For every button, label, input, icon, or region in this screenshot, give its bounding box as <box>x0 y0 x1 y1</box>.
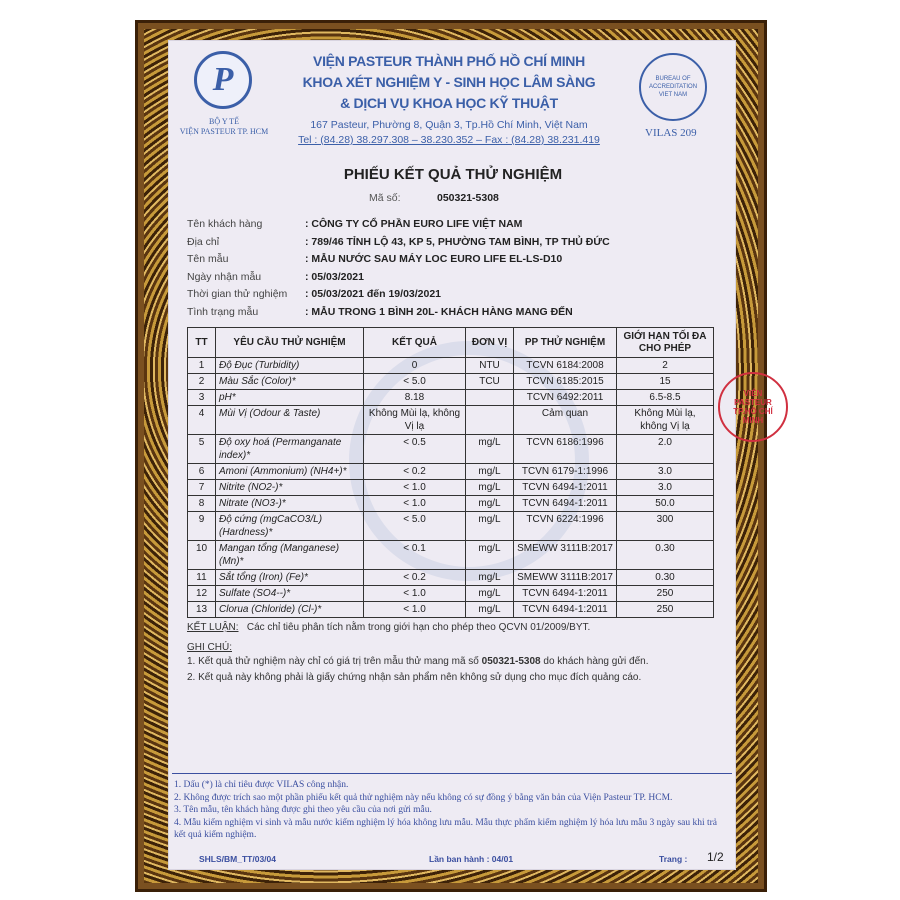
table-cell: 250 <box>617 586 714 602</box>
table-cell: TCVN 6186:1996 <box>514 435 617 464</box>
column-header: GIỚI HẠN TỐI ĐA CHO PHÉP <box>617 328 714 358</box>
table-cell: 1 <box>188 358 216 374</box>
table-cell: pH* <box>216 390 364 406</box>
info-value: : 05/03/2021 đến 19/03/2021 <box>305 288 442 300</box>
footer-note: 1. Dấu (*) là chỉ tiêu được VILAS công nhận. <box>174 780 349 790</box>
table-row <box>188 374 714 390</box>
table-cell: SMEWW 3111B:2017 <box>514 570 617 586</box>
info-label: Tình trạng mẫu <box>187 305 259 318</box>
column-header: YÊU CẦU THỬ NGHIỆM <box>216 328 364 358</box>
table-row <box>188 406 714 435</box>
table-cell: 7 <box>188 480 216 496</box>
phone: Tel : (84.28) 38.297.308 – 38.230.352 – Fax : (84.28) 38.231.419 <box>298 134 600 146</box>
footer-note: 3. Tên mẫu, tên khách hàng được ghi theo yêu cầu của nơi gửi mẫu. <box>174 805 432 815</box>
table-cell: < 0.1 <box>364 541 466 570</box>
table-row <box>188 496 714 512</box>
info-label: Ngày nhận mẫu <box>187 270 262 283</box>
table-cell: 0 <box>364 358 466 374</box>
column-header: TT <box>188 328 216 358</box>
divider <box>172 773 732 774</box>
column-header: PP THỬ NGHIỆM <box>514 328 617 358</box>
table-cell: TCVN 6184:2008 <box>514 358 617 374</box>
table-cell: mg/L <box>466 435 514 464</box>
column-header: KẾT QUẢ <box>364 328 466 358</box>
table-cell: 300 <box>617 512 714 541</box>
table-row <box>188 390 714 406</box>
table-cell: 10 <box>188 541 216 570</box>
info-value: : 789/46 TỈNH LỘ 43, KP 5, PHƯỜNG TAM BÌNH, TP THỦ ĐỨC <box>305 235 610 248</box>
table-cell: 250 <box>617 602 714 618</box>
pasteur-logo: P <box>194 51 252 109</box>
table-cell: TCU <box>466 374 514 390</box>
logo-caption: VIỆN PASTEUR TP. HCM <box>179 127 269 136</box>
table-cell: Mangan tổng (Manganese) (Mn)* <box>216 541 364 570</box>
results-table <box>187 327 714 618</box>
table-cell: TCVN 6179-1:1996 <box>514 464 617 480</box>
table-cell: 8.18 <box>364 390 466 406</box>
table-row <box>188 586 714 602</box>
info-value: : MẪU TRONG 1 BÌNH 20L- KHÁCH HÀNG MANG ĐẾN <box>305 305 573 318</box>
table-cell: TCVN 6494-1:2011 <box>514 602 617 618</box>
table-cell: < 0.2 <box>364 570 466 586</box>
logo-caption: BỘ Y TẾ <box>209 117 239 126</box>
table-cell: 0.30 <box>617 541 714 570</box>
note-code: 050321-5308 <box>481 656 541 667</box>
table-cell: TCVN 6494-1:2011 <box>514 586 617 602</box>
table-row <box>188 358 714 374</box>
table-cell: 5 <box>188 435 216 464</box>
table-cell: TCVN 6224:1996 <box>514 512 617 541</box>
page-number: 1/2 <box>707 850 724 864</box>
table-cell: Mùi Vị (Odour & Taste) <box>216 406 364 435</box>
table-cell <box>466 390 514 406</box>
table-row <box>188 541 714 570</box>
page-title: PHIẾU KẾT QUẢ THỬ NGHIỆM <box>343 166 563 183</box>
table-cell: mg/L <box>466 586 514 602</box>
table-cell: 0.30 <box>617 570 714 586</box>
department-name: & DỊCH VỤ KHOA HỌC KỸ THUẬT <box>340 95 558 111</box>
table-row <box>188 570 714 586</box>
table-cell: TCVN 6494-1:2011 <box>514 496 617 512</box>
info-label: Tên khách hàng <box>187 218 263 230</box>
table-cell: Không Mùi lạ, không Vị lạ <box>617 406 714 435</box>
table-row <box>188 464 714 480</box>
table-cell: < 5.0 <box>364 374 466 390</box>
table-cell: 6 <box>188 464 216 480</box>
footer-note: 2. Không được trích sao một phần phiếu kết quả thử nghiệm này nếu không có sự đồng ý bằng văn bản của Viện Pasteur TP. HCM. <box>174 792 673 803</box>
conclusion-text: Các chỉ tiêu phân tích nằm trong giới hạn cho phép theo QCVN 01/2009/BYT. <box>246 622 591 633</box>
table-row <box>188 512 714 541</box>
table-cell: Độ oxy hoá (Permanganate index)* <box>216 435 364 464</box>
table-cell: 2 <box>617 358 714 374</box>
form-code: SHLS/BM_TT/03/04 <box>199 854 276 864</box>
table-cell: < 5.0 <box>364 512 466 541</box>
table-cell: TCVN 6494-1:2011 <box>514 480 617 496</box>
table-cell: 2.0 <box>617 435 714 464</box>
address: 167 Pasteur, Phường 8, Quận 3, Tp.Hồ Chí Minh, Việt Nam <box>310 119 588 131</box>
table-cell: 8 <box>188 496 216 512</box>
table-cell: NTU <box>466 358 514 374</box>
table-cell: Độ cứng (mgCaCO3/L) (Hardness)* <box>216 512 364 541</box>
table-cell: < 1.0 <box>364 586 466 602</box>
table-cell: 3.0 <box>617 480 714 496</box>
table-cell: 12 <box>188 586 216 602</box>
table-cell: mg/L <box>466 496 514 512</box>
test-report-document <box>168 40 736 870</box>
table-cell: < 1.0 <box>364 480 466 496</box>
note-2: 2. Kết quả này không phải là giấy chứng nhận sản phẩm nên không sử dụng cho mục đích quảng cáo. <box>187 672 642 683</box>
table-cell: SMEWW 3111B:2017 <box>514 541 617 570</box>
table-cell: 9 <box>188 512 216 541</box>
table-cell: 3.0 <box>617 464 714 480</box>
table-cell: TCVN 6492:2011 <box>514 390 617 406</box>
table-cell: Nitrite (NO2-)* <box>216 480 364 496</box>
table-cell: 4 <box>188 406 216 435</box>
code-label: Mã số: <box>369 192 401 204</box>
red-stamp: VIỆN PASTEUR TP.HỒ CHÍ MINH <box>718 372 788 442</box>
table-cell: mg/L <box>466 541 514 570</box>
table-cell: mg/L <box>466 512 514 541</box>
table-cell: Không Mùi lạ, không Vị lạ <box>364 406 466 435</box>
footer-note: 4. Mẫu kiểm nghiệm vi sinh và mẫu nước kiểm nghiệm lý hóa không lưu mẫu. Mẫu thực phẩm kiểm nghiệm lý hóa lưu mẫu 3 ngày sau khi trả kết quả kiểm nghiệm. <box>174 817 718 840</box>
table-cell: 15 <box>617 374 714 390</box>
table-cell: Cảm quan <box>514 406 617 435</box>
note-1: 1. Kết quả thử nghiệm này chỉ có giá trị trên mẫu thử mang mã số <box>187 656 482 667</box>
table-cell: Amoni (Ammonium) (NH4+)* <box>216 464 364 480</box>
info-value: : CÔNG TY CỔ PHẦN EURO LIFE VIỆT NAM <box>305 218 523 230</box>
table-cell: 11 <box>188 570 216 586</box>
table-cell: Độ Đục (Turbidity) <box>216 358 364 374</box>
department-name: KHOA XÉT NGHIỆM Y - SINH HỌC LÂM SÀNG <box>302 74 596 90</box>
table-cell: 2 <box>188 374 216 390</box>
table-cell: Màu Sắc (Color)* <box>216 374 364 390</box>
table-cell: Nitrate (NO3-)* <box>216 496 364 512</box>
table-cell: mg/L <box>466 464 514 480</box>
notes-label: GHI CHÚ: <box>187 642 232 653</box>
vilas-number: VILAS 209 <box>645 127 697 139</box>
table-cell: < 1.0 <box>364 496 466 512</box>
table-cell: < 1.0 <box>364 602 466 618</box>
table-cell: Clorua (Chloride) (Cl-)* <box>216 602 364 618</box>
table-cell: mg/L <box>466 570 514 586</box>
table-cell: 50.0 <box>617 496 714 512</box>
info-label: Thời gian thử nghiệm <box>187 288 288 300</box>
info-label: Tên mẫu <box>187 253 229 265</box>
table-cell: TCVN 6185:2015 <box>514 374 617 390</box>
table-row <box>188 435 714 464</box>
column-header: ĐƠN VỊ <box>466 328 514 358</box>
note-1-end: do khách hàng gửi đến. <box>540 656 649 667</box>
table-cell: mg/L <box>466 480 514 496</box>
info-label: Địa chỉ <box>187 235 220 248</box>
table-cell: Sắt tổng (Iron) (Fe)* <box>216 570 364 586</box>
conclusion-label: KẾT LUẬN: <box>187 622 239 633</box>
table-row <box>188 480 714 496</box>
table-cell: 6.5-8.5 <box>617 390 714 406</box>
table-cell: < 0.5 <box>364 435 466 464</box>
issue-number: Lần ban hành : 04/01 <box>429 854 514 864</box>
info-value: : 05/03/2021 <box>305 270 364 283</box>
table-cell: Sulfate (SO4--)* <box>216 586 364 602</box>
info-value: : MẪU NƯỚC SAU MÁY LOC EURO LIFE EL-LS-D10 <box>305 253 563 265</box>
accreditation-seal: BUREAU OF ACCREDITATION VIET NAM <box>639 53 707 121</box>
table-cell <box>466 406 514 435</box>
institute-name: VIỆN PASTEUR THÀNH PHỐ HỒ CHÍ MINH <box>313 53 585 69</box>
table-cell: mg/L <box>466 602 514 618</box>
code-value: 050321-5308 <box>437 192 499 204</box>
table-cell: 3 <box>188 390 216 406</box>
table-row <box>188 602 714 618</box>
page-label: Trang : <box>659 854 688 864</box>
table-cell: 13 <box>188 602 216 618</box>
table-cell: < 0.2 <box>364 464 466 480</box>
